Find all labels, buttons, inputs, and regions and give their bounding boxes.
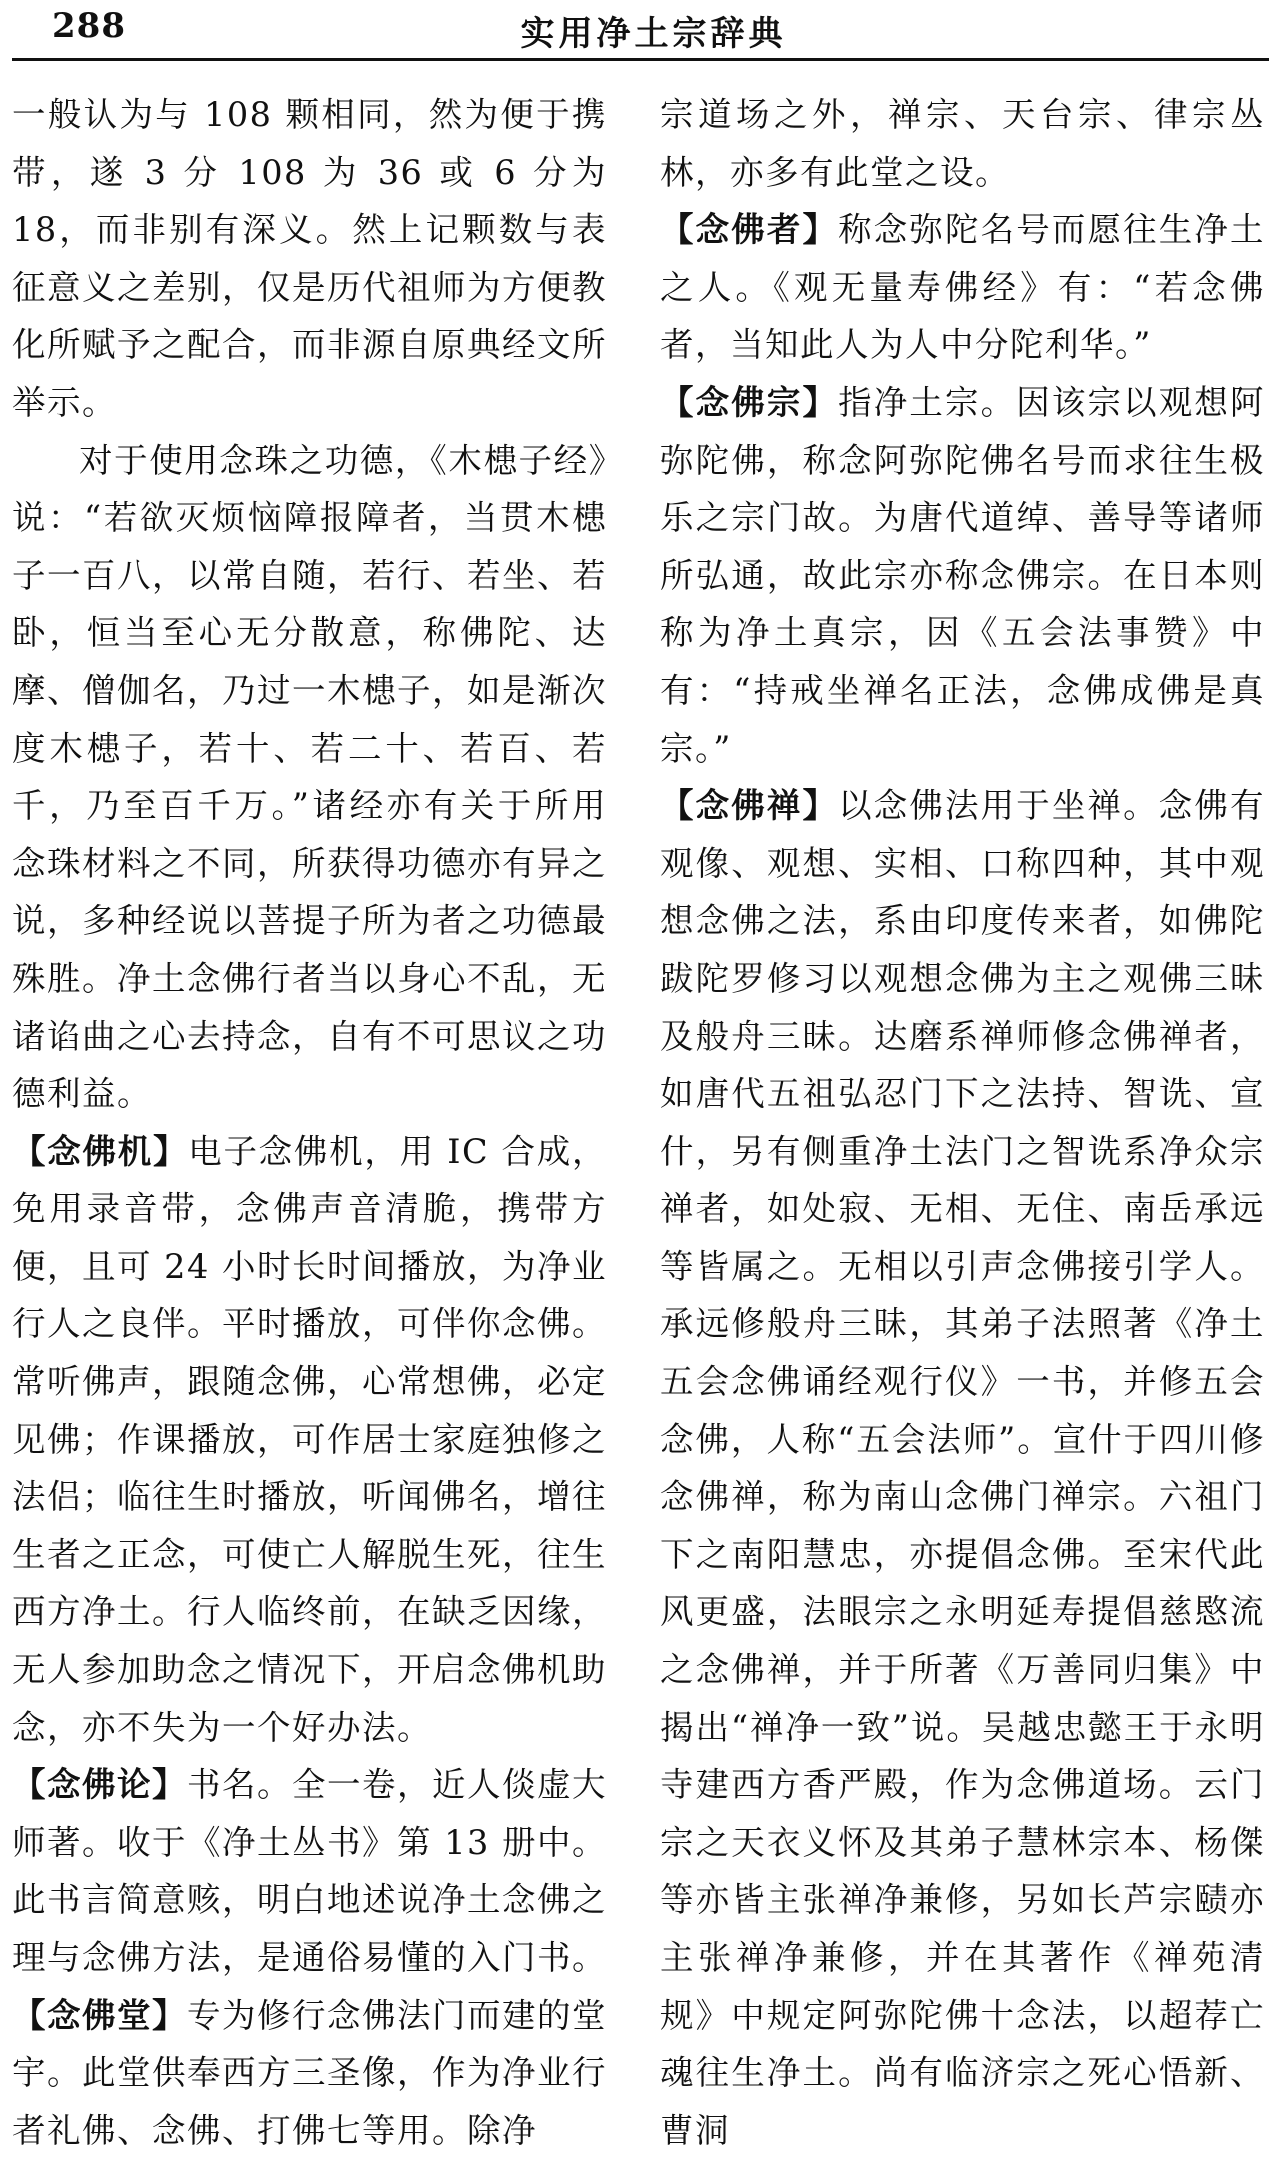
- paragraph-rosary-merit: 对于使用念珠之功德，《木槵子经》说：“若欲灭烦恼障报障者，当贯木槵子一百八，以常自随，若行、若坐、若卧，恒当至心无分散意，称佛陀、达摩、僧伽名，乃过一木槵子，如是渐次度木槵子，若十、若二十、若百、若千，乃至百千万。”诸经亦有关于所用念珠材料之不同，所获得功德亦有异之说，多种经说以菩提子所为者之功德最殊胜。净土念佛行者当以身心不乱，无诸谄曲之心去持念，自有不可思议之功德利益。: [12, 440, 607, 1114]
- continued-paragraph: 宗道场之外，禅宗、天台宗、律宗丛林，亦多有此堂之设。: [660, 95, 1265, 192]
- entry-headword: 【念佛机】: [12, 1131, 189, 1171]
- entry-nianfo-practitioner: [660, 201, 1265, 374]
- entry-nianfo-machine: [12, 1123, 607, 1757]
- entry-headword: 【念佛论】: [12, 1765, 187, 1805]
- entry-nianfo-school: [660, 374, 1265, 777]
- running-title: 实用净土宗辞典: [520, 14, 787, 54]
- entry-body: 电子念佛机，用 IC 合成，免用录音带，念佛声音清脆，携带方便，且可 24 小时长时间播放，为净业行人之良伴。平时播放，可伴你念佛。常听佛声，跟随念佛，心常想佛，必定见佛；作课播放，可作居士家庭独修之法侣；临往生时播放，听闻佛名，增往生者之正念，可使亡人解脱生死，往生西方净土。行人临终前，在缺乏因缘，无人参加助念之情况下，开启念佛机助念，亦不失为一个好办法。: [12, 1131, 607, 1747]
- entry-headword: 【念佛宗】: [660, 382, 839, 422]
- entry-headword: 【念佛者】: [660, 210, 839, 250]
- page-number: 288: [52, 6, 126, 46]
- entry-nianfo-chan: [660, 777, 1265, 2159]
- entry-nianfo-hall: [12, 1987, 607, 2159]
- continued-paragraph: 一般认为与 108 颗相同，然为便于携带，遂 3 分 108 为 36 或 6 分为 18，而非别有深义。然上记颗数与表征意义之差别，仅是历代祖师为方便教化所赋予之配合，而非源自原典经文所举示。: [12, 95, 607, 422]
- entry-body: 专为修行念佛法门而建的堂宇。此堂供奉西方三圣像，作为净业行者礼佛、念佛、打佛七等用。除净: [12, 1995, 607, 2150]
- entry-body: 以念佛法用于坐禅。念佛有观像、观想、实相、口称四种，其中观想念佛之法，系由印度传来者，如佛陀跋陀罗修习以观想念佛为主之观佛三昧及般舟三昧。达磨系禅师修念佛禅者，如唐代五祖弘忍门下之法持、智诜、宣什，另有侧重净土法门之智诜系净众宗禅者，如处寂、无相、无住、南岳承远等皆属之。无相以引声念佛接引学人。承远修般舟三昧，其弟子法照著《净土五会念佛诵经观行仪》一书，并修五会念佛，人称“五会法师”。宣什于四川修念佛禅，称为南山念佛门禅宗。六祖门下之南阳慧忠，亦提倡念佛。至宋代此风更盛，法眼宗之永明延寿提倡慈愍流之念佛禅，并于所著《万善同归集》中揭出“禅净一致”说。吴越忠懿王于永明寺建西方香严殿，作为念佛道场。云门宗之天衣义怀及其弟子慧林宗本、杨傑等亦皆主张禅净兼修，另如长芦宗赜亦主张禅净兼修，并在其著作《禅苑清规》中规定阿弥陀佛十念法，以超荐亡魂往生净土。尚有临济宗之死心悟新、曹洞: [660, 786, 1265, 2150]
- page-header: [0, 0, 1277, 62]
- entry-nianfo-treatise: [12, 1756, 607, 1986]
- right-column: [660, 86, 1265, 2150]
- entry-headword: 【念佛堂】: [12, 1995, 187, 2035]
- entry-body: 称念弥陀名号而愿往生净土之人。《观无量寿佛经》有：“若念佛者，当知此人为人中分陀利华。”: [660, 210, 1265, 365]
- entry-headword: 【念佛禅】: [660, 786, 839, 826]
- left-column: [12, 86, 607, 2150]
- entry-body: 指净土宗。因该宗以观想阿弥陀佛，称念阿弥陀佛名号而求往生极乐之宗门故。为唐代道绰、善导等诸师所弘通，故此宗亦称念佛宗。在日本则称为净土真宗，因《五会法事赞》中有：“持戒坐禅名正法，念佛成佛是真宗。”: [660, 382, 1265, 768]
- header-rule: [12, 58, 1269, 61]
- entry-body: 书名。全一卷，近人倓虚大师著。收于《净土丛书》第 13 册中。此书言简意赅，明白地述说净土念佛之理与念佛方法，是通俗易懂的入门书。: [12, 1765, 607, 1977]
